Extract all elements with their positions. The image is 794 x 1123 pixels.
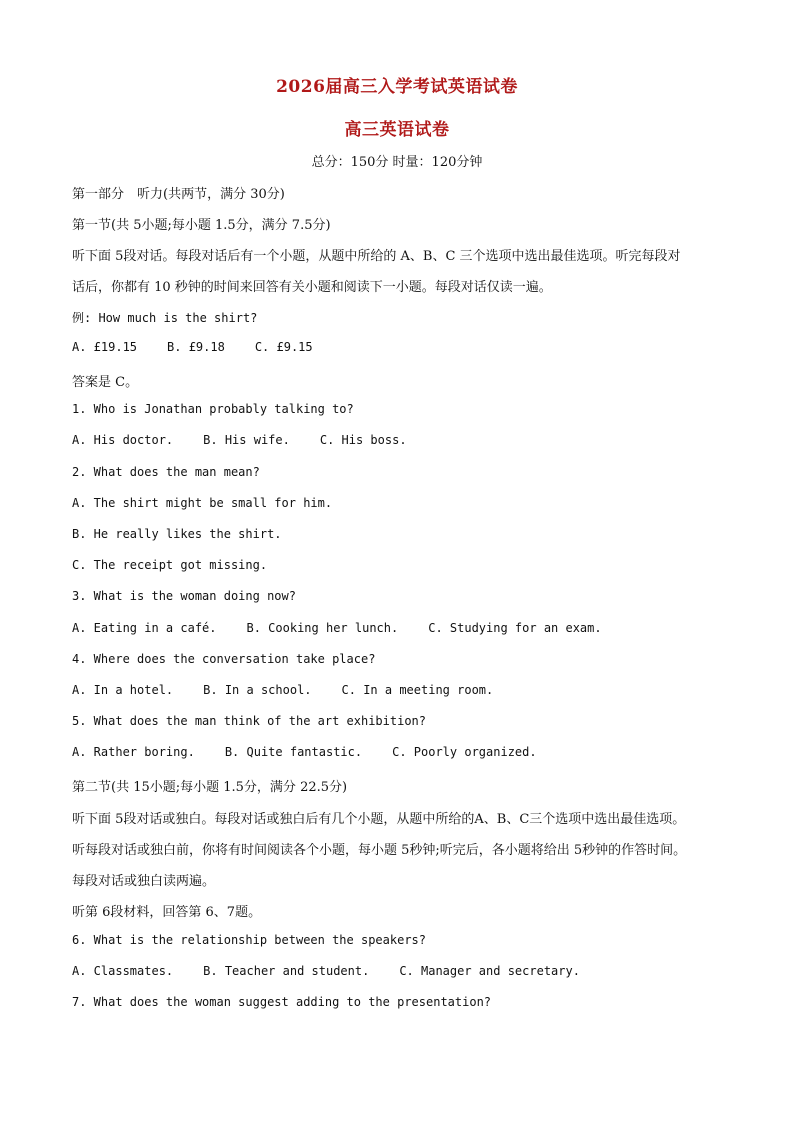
option: C. Poorly organized.	[392, 745, 537, 759]
question: 3. What is the woman doing now?	[72, 589, 296, 603]
option: A. £19.15	[72, 340, 138, 354]
question-options	[72, 433, 732, 447]
option: C. His boss.	[319, 433, 407, 447]
section1-instruction-line: 话后，你都有 10 秒钟的时间来回答有关小题和阅读下一小题。每段对话仅读一遍。	[72, 280, 552, 295]
option: B. £9.18	[167, 340, 225, 354]
question-options	[72, 683, 732, 697]
section1-instruction-line: 听下面 5段对话。每段对话后有一个小题，从题中所给的 A、B、C 三个选项中选出最佳选项。听完每段对	[72, 249, 681, 264]
question: 2. What does the man mean?	[72, 465, 260, 479]
question: 6. What is the relationship between the speakers?	[72, 933, 427, 947]
question-options	[72, 964, 732, 978]
option: A. His doctor.	[72, 433, 174, 447]
option: C. In a meeting room.	[341, 683, 494, 697]
example-options	[72, 340, 732, 354]
option: B. He really likes the shirt.	[72, 527, 282, 541]
option: B. Cooking her lunch.	[246, 621, 399, 635]
exam-subtitle: 高三英语试卷	[344, 120, 450, 140]
option: A. The shirt might be small for him.	[72, 496, 333, 510]
question: 5. What does the man think of the art exhibition?	[72, 714, 427, 728]
material-note: 听第 6段材料，回答第 6、7题。	[72, 905, 262, 920]
section2-instruction-line: 听下面 5段对话或独白。每段对话或独白后有几个小题，从题中所给的A、B、C三个选项中选出最佳选项。	[72, 812, 686, 827]
option: C. The receipt got missing.	[72, 558, 268, 572]
option: B. In a school.	[203, 683, 312, 697]
option: B. His wife.	[203, 433, 290, 447]
exam-title: 2026届高三入学考试英语试卷	[276, 77, 518, 97]
question: 7. What does the woman suggest adding to the presentation?	[72, 995, 492, 1009]
question: 1. Who is Jonathan probably talking to?	[72, 402, 354, 416]
example-question: 例: How much is the shirt?	[72, 311, 258, 325]
exam-meta: 总分：150分 时量：120分钟	[311, 155, 483, 170]
option: A. Classmates.	[72, 964, 174, 978]
option: C. Manager and secretary.	[399, 964, 580, 978]
section2-heading: 第二节(共 15小题;每小题 1.5分，满分 22.5分)	[72, 780, 348, 795]
option: B. Quite fantastic.	[224, 745, 363, 759]
question-options	[72, 621, 732, 635]
section1-heading: 第一节(共 5小题;每小题 1.5分，满分 7.5分)	[72, 218, 331, 233]
question: 4. Where does the conversation take place?	[72, 652, 376, 666]
section2-instruction-line: 听每段对话或独白前，你将有时间阅读各个小题，每小题 5秒钟;听完后，各小题将给出 5秒钟的作答时间。	[72, 843, 687, 858]
option: A. In a hotel.	[72, 683, 174, 697]
option: C. £9.15	[254, 340, 313, 354]
part1-heading: 第一部分 听力(共两节，满分 30分)	[72, 187, 285, 202]
section2-instruction-line: 每段对话或独白读两遍。	[72, 874, 216, 889]
question-options	[72, 745, 732, 759]
option: A. Rather boring.	[72, 745, 195, 759]
option: C. Studying for an exam.	[428, 621, 602, 635]
example-answer: 答案是 C。	[72, 375, 139, 390]
option: B. Teacher and student.	[203, 964, 370, 978]
option: A. Eating in a café.	[72, 621, 217, 635]
